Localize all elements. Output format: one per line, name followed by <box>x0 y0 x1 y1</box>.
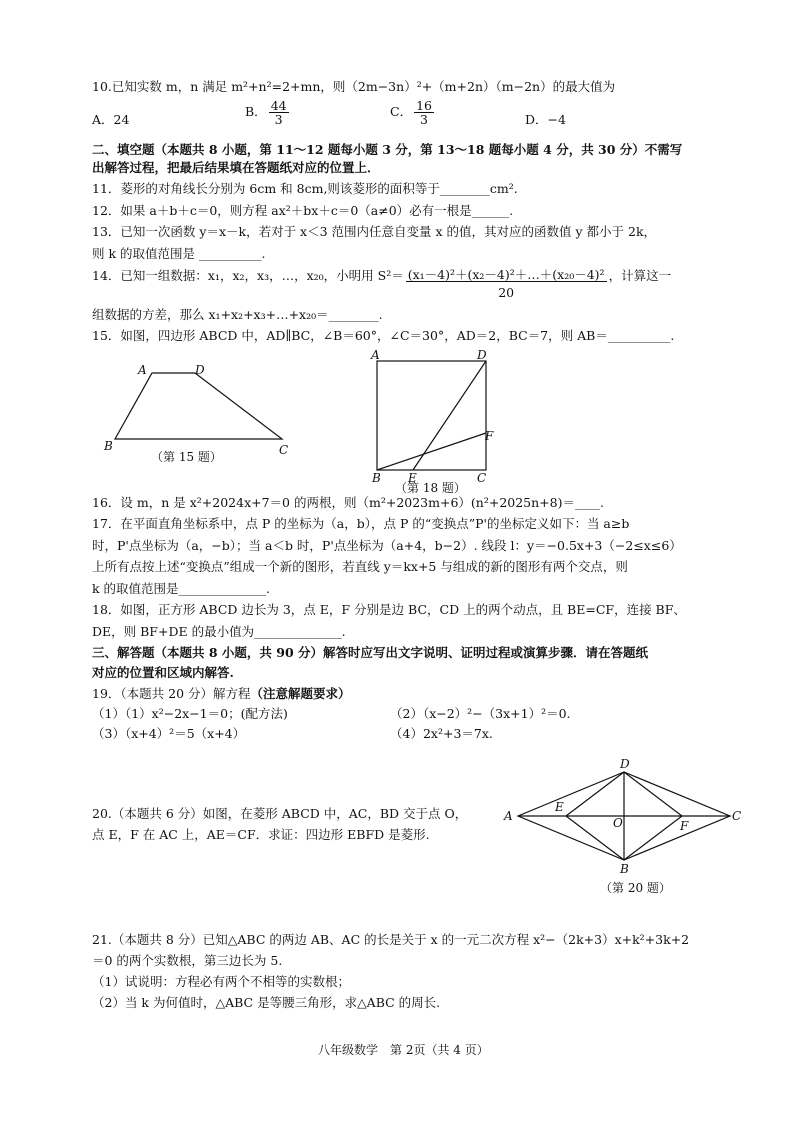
figure-20 <box>500 755 750 900</box>
q20-line2: 点 E，F 在 AC 上，AE＝CF．求证：四边形 EBFD 是菱形. <box>92 827 430 842</box>
segment-de <box>413 361 486 470</box>
q18-line1: 18．如图，正方形 ABCD 边长为 3，点 E，F 分别是边 BC，CD 上的两个动点，且 BE=CF，连接 BF、 <box>92 602 686 617</box>
option-b-numerator: 44 <box>270 98 287 113</box>
fig18-label-a: A <box>371 348 380 362</box>
section3-heading-line2: 对应的位置和区域内解答. <box>92 665 234 680</box>
fig18-label-f: F <box>485 429 494 443</box>
section3-heading-line1: 三、解答题（本题共 8 小题，共 90 分）解答时应写出文字说明、证明过程或演算步骤．请在答题纸 <box>92 645 649 660</box>
option-b-fraction <box>269 99 289 126</box>
q10-option-d: D．−4 <box>525 112 566 127</box>
figure-18 <box>365 345 505 495</box>
q17-line4: k 的取值范围是______________. <box>92 581 271 596</box>
q10-stem: 10.已知实数 m，n 满足 m²+n²=2+mn，则（2m−3n）²+（m+2n）（m−2n）的最大值为 <box>92 79 616 94</box>
option-c-label: C． <box>390 104 413 119</box>
fig20-label-d: D <box>620 757 630 771</box>
q10-option-c <box>390 99 436 126</box>
page-footer: 八年级数学 第 2页（共 4 页） <box>318 1043 489 1057</box>
fig15-label-b: B <box>104 439 113 453</box>
q16: 16．设 m，n 是 x²+2024x+7＝0 的两根，则（m²+2023m+6）(n²+2025n+8)＝____. <box>92 495 604 510</box>
fig20-caption: （第 20 题） <box>600 881 671 895</box>
q10-option-b <box>245 99 291 126</box>
fig20-label-e: E <box>555 800 564 814</box>
q19-requirement-note: （注意解题要求） <box>250 686 351 701</box>
q14-line1 <box>92 268 671 304</box>
fig15-label-a: A <box>138 363 147 377</box>
q12: 12．如果 a＋b＋c＝0，则方程 ax²＋bx＋c＝0（a≠0）必有一根是______. <box>92 203 514 218</box>
q10-option-a: A．24 <box>92 112 130 127</box>
q20-line1: 20.（本题共 6 分）如图，在菱形 ABCD 中，AC，BD 交于点 O， <box>92 806 468 821</box>
option-c-denominator: 3 <box>420 112 428 127</box>
q17-line3: 上所有点按上述“变换点”组成一个新的图形，若直线 y＝kx+5 与组成的新的图形有两个交点，则 <box>92 559 628 574</box>
square-abcd <box>377 361 486 470</box>
section2-heading-line2: 出解答过程，把最后结果填在答题纸对应的位置上． <box>92 160 380 175</box>
q17-line1: 17．在平面直角坐标系中，点 P 的坐标为（a，b），点 P 的“变换点”P'的坐标定义如下：当 a≥b <box>92 516 630 531</box>
option-c-fraction <box>414 99 434 126</box>
q11: 11．菱形的对角线长分别为 6cm 和 8cm,则该菱形的面积等于________cm². <box>92 181 518 196</box>
q19-heading-text: 19．（本题共 20 分）解方程 <box>92 686 251 701</box>
figure-15 <box>95 360 305 470</box>
section2-heading-line1: 二、填空题（本题共 8 小题，第 11～12 题每小题 3 分，第 13～18 题每小题 4 分，共 30 分）不需写 <box>92 142 683 157</box>
fig20-label-o: O <box>613 816 623 830</box>
fig18-label-d: D <box>477 348 487 362</box>
q14-pre: 14．已知一组数据：x₁，x₂，x₃，…，x₂₀，小明用 S²＝ <box>92 268 404 283</box>
q19-part1: （1）（1）x²−2x−1＝0；(配方法) <box>92 706 288 721</box>
q19-heading <box>92 686 351 702</box>
fig15-label-c: C <box>279 443 289 457</box>
q19-part2: （2）（x−2）²−（3x+1）²＝0. <box>390 706 571 721</box>
fig18-label-e: E <box>408 471 417 485</box>
fig20-label-b: B <box>620 862 629 876</box>
q15: 15．如图，四边形 ABCD 中，AD∥BC，∠B＝60°，∠C＝30°，AD＝2，BC＝7，则 AB＝__________. <box>92 328 675 343</box>
option-b-denominator: 3 <box>274 112 283 127</box>
q17-line2: 时，P'点坐标为（a，−b）；当 a＜b 时，P'点坐标为（a+4，b−2）. 线段 l：y＝−0.5x+3（−2≤x≤6） <box>92 538 682 553</box>
q14-fraction <box>406 268 607 304</box>
q14-line2: 组数据的方差，那么 x₁+x₂+x₃+…+x₂₀＝________. <box>92 307 383 322</box>
segment-bf <box>377 433 486 470</box>
fig15-label-d: D <box>195 363 205 377</box>
q21-line4: （2）当 k 为何值时，△ABC 是等腰三角形，求△ABC 的周长. <box>92 995 441 1010</box>
q14-denominator: 20 <box>498 285 515 300</box>
fig15-caption: （第 15 题） <box>151 450 222 464</box>
fig18-caption: （第 18 题） <box>395 481 466 495</box>
q19-part4: （4）2x²+3＝7x. <box>390 726 493 741</box>
option-b-label: B． <box>245 104 267 119</box>
q18-line2: DE，则 BF+DE 的最小值为______________. <box>92 624 346 639</box>
q14-numerator: (x₁－4)²＋(x₂－4)²＋…＋(x₂₀－4)² <box>407 267 605 282</box>
q14-post: ，计算这一 <box>608 268 672 283</box>
fig20-label-f: F <box>680 819 689 833</box>
trapezoid-abcd <box>115 373 282 439</box>
q21-line3: （1）试说明：方程必有两个不相等的实数根； <box>92 974 350 989</box>
q21-line1: 21.（本题共 8 分）已知△ABC 的两边 AB、AC 的长是关于 x 的一元二次方程 x²−（2k+3）x+k²+3k+2 <box>92 932 690 947</box>
q13-line2: 则 k 的取值范围是 __________. <box>92 246 266 261</box>
q21-line2: ＝0 的两个实数根，第三边长为 5. <box>92 953 283 968</box>
fig20-label-a: A <box>504 809 513 823</box>
q13-line1: 13．已知一次函数 y＝x－k，若对于 x＜3 范围内任意自变量 x 的值，其对应的函数值 y 都小于 2k， <box>92 224 657 239</box>
option-c-numerator: 16 <box>416 98 432 113</box>
fig20-label-c: C <box>732 809 742 823</box>
fig18-label-b: B <box>372 471 381 485</box>
q19-part3: （3）（x+4）²＝5（x+4） <box>92 726 246 741</box>
fig18-label-c: C <box>477 471 487 485</box>
